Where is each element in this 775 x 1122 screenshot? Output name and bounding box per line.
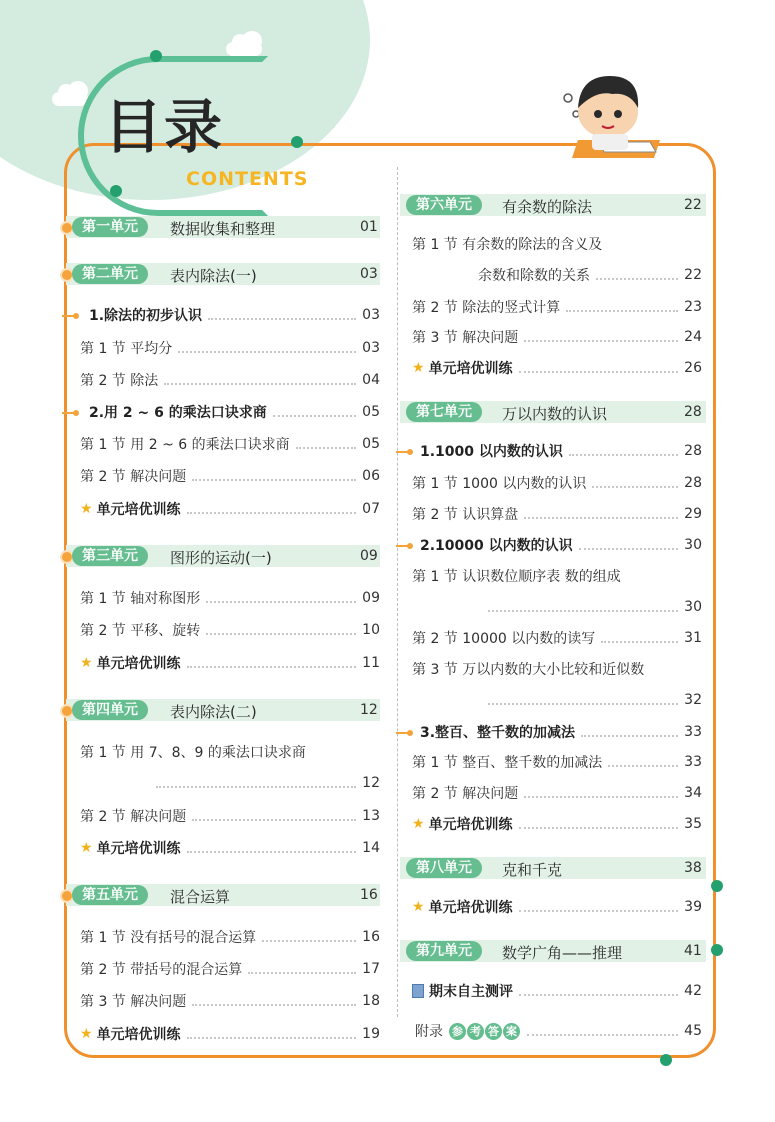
toc-entry[interactable] xyxy=(412,897,702,917)
toc-entry[interactable] xyxy=(482,690,702,710)
page-number: 28 xyxy=(684,443,702,459)
entry-label: 单元培优训练 xyxy=(96,502,181,518)
unit-badge[interactable]: 第四单元 xyxy=(72,700,148,720)
unit-badge[interactable]: 第二单元 xyxy=(72,264,148,284)
entry-label: 第 3 节 解决问题 xyxy=(412,330,519,346)
book-icon xyxy=(412,984,424,998)
unit-badge[interactable]: 第六单元 xyxy=(406,195,482,215)
answer-char: 参 xyxy=(449,1023,466,1040)
unit-title[interactable]: 克和千克 xyxy=(502,861,563,879)
unit-badge[interactable]: 第一单元 xyxy=(72,217,148,237)
unit-page: 03 xyxy=(360,266,378,282)
page-number: 04 xyxy=(362,372,380,388)
leader-dots xyxy=(519,827,679,829)
page-number: 16 xyxy=(362,929,380,945)
toc-entry[interactable] xyxy=(89,402,380,422)
entry-label: 第 2 节 解决问题 xyxy=(80,469,187,485)
page-number: 17 xyxy=(362,961,380,977)
entry-label: 单元培优训练 xyxy=(96,656,181,672)
toc-entry-line1[interactable]: 第 1 节 有余数的除法的含义及 xyxy=(412,237,603,253)
leader-dots xyxy=(581,735,678,737)
page-number: 31 xyxy=(684,630,702,646)
page-number: 33 xyxy=(684,724,702,740)
unit-title[interactable]: 有余数的除法 xyxy=(502,198,593,216)
section-marker xyxy=(396,732,410,734)
leader-dots xyxy=(262,940,356,942)
unit-badge[interactable]: 第九单元 xyxy=(406,941,482,961)
entry-label: 余数和除数的关系 xyxy=(478,268,590,284)
toc-entry-line1[interactable]: 第 1 节 用 7、8、9 的乘法口诀求商 xyxy=(80,745,306,761)
appendix-label: 附录 xyxy=(415,1024,443,1040)
toc-entry[interactable] xyxy=(80,370,380,390)
leader-dots xyxy=(208,318,356,320)
toc-entry[interactable] xyxy=(80,466,380,486)
star-icon: ★ xyxy=(412,816,425,832)
toc-entry[interactable] xyxy=(412,327,702,347)
leader-dots xyxy=(596,278,678,280)
star-icon: ★ xyxy=(80,840,93,856)
page-number: 35 xyxy=(684,816,702,832)
toc-entry-line1[interactable]: 第 1 节 认识数位顺序表 数的组成 xyxy=(412,569,621,585)
toc-entry[interactable] xyxy=(420,722,702,742)
page-number: 26 xyxy=(684,360,702,376)
green-dot xyxy=(660,1054,672,1066)
leader-dots xyxy=(524,340,678,342)
leader-dots xyxy=(608,765,678,767)
green-dot xyxy=(291,136,303,148)
star-icon: ★ xyxy=(80,1026,93,1042)
toc-entry[interactable] xyxy=(412,981,702,1001)
toc-entry[interactable] xyxy=(412,752,702,772)
section-marker xyxy=(62,412,76,414)
section-marker xyxy=(396,545,410,547)
entry-label: 单元培优训练 xyxy=(96,1027,181,1043)
leader-dots xyxy=(524,517,678,519)
page-number: 45 xyxy=(684,1023,702,1039)
page-number: 28 xyxy=(684,475,702,491)
leader-dots xyxy=(592,486,678,488)
toc-entry[interactable] xyxy=(80,588,380,608)
toc-entry[interactable] xyxy=(482,597,702,617)
green-dot xyxy=(150,50,162,62)
page-number: 33 xyxy=(684,754,702,770)
unit-page: 22 xyxy=(684,197,702,213)
entry-label: 期末自主测评 xyxy=(429,984,513,1000)
toc-entry[interactable] xyxy=(80,991,380,1011)
page-number: 06 xyxy=(362,468,380,484)
cloud-icon xyxy=(226,42,262,56)
leader-dots xyxy=(192,1004,356,1006)
unit-badge[interactable]: 第三单元 xyxy=(72,546,148,566)
entry-label: 第 1 节 整百、整千数的加减法 xyxy=(412,755,603,771)
star-icon: ★ xyxy=(80,655,93,671)
toc-entry[interactable] xyxy=(80,1024,380,1044)
leader-dots xyxy=(524,796,678,798)
page-number: 30 xyxy=(684,537,702,553)
toc-entry[interactable] xyxy=(412,297,702,317)
toc-entry[interactable] xyxy=(412,504,702,524)
unit-title[interactable]: 数学广角——推理 xyxy=(502,944,623,962)
entry-label: 第 1 节 没有括号的混合运算 xyxy=(80,930,257,946)
leader-dots xyxy=(579,548,679,550)
section-marker xyxy=(62,315,76,317)
unit-title[interactable]: 混合运算 xyxy=(170,888,231,906)
leader-dots xyxy=(601,641,678,643)
page-number: 23 xyxy=(684,299,702,315)
entry-label: 第 2 节 10000 以内数的读写 xyxy=(412,631,596,647)
toc-entry[interactable] xyxy=(80,959,380,979)
leader-dots xyxy=(296,447,357,449)
entry-label: 第 1 节 用 2 ~ 6 的乘法口诀求商 xyxy=(80,437,290,453)
leader-dots xyxy=(206,601,356,603)
entry-label: 单元培优训练 xyxy=(428,361,513,377)
page-number: 05 xyxy=(362,436,380,452)
entry-label: 第 3 节 解决问题 xyxy=(80,994,187,1010)
toc-entry[interactable] xyxy=(412,628,702,648)
toc-entry[interactable] xyxy=(150,773,380,793)
toc-entry[interactable] xyxy=(420,441,702,461)
entry-label: 3.整百、整千数的加减法 xyxy=(420,725,576,741)
toc-entry[interactable] xyxy=(80,434,380,454)
star-icon: ★ xyxy=(412,899,425,915)
toc-entry[interactable] xyxy=(80,838,380,858)
boy-mascot-icon xyxy=(560,70,670,162)
unit-badge[interactable]: 第五单元 xyxy=(72,885,148,905)
leader-dots xyxy=(488,610,678,612)
entry-label: 1.1000 以内数的认识 xyxy=(420,444,563,460)
entry-label: 2.10000 以内数的认识 xyxy=(420,538,573,554)
entry-label: 第 2 节 认识算盘 xyxy=(412,507,519,523)
entry-label: 第 1 节 平均分 xyxy=(80,341,173,357)
unit-page: 16 xyxy=(360,887,378,903)
toc-entry[interactable] xyxy=(80,499,380,519)
toc-entry[interactable] xyxy=(412,358,702,378)
toc-entry[interactable] xyxy=(478,265,702,285)
entry-label: 第 2 节 带括号的混合运算 xyxy=(80,962,243,978)
page-number: 03 xyxy=(362,307,380,323)
leader-dots xyxy=(192,479,356,481)
unit-page: 01 xyxy=(360,219,378,235)
leader-dots xyxy=(156,786,356,788)
entry-label: 单元培优训练 xyxy=(428,817,513,833)
page-number: 12 xyxy=(362,775,380,791)
leader-dots xyxy=(164,383,356,385)
unit-title[interactable]: 表内除法(二) xyxy=(170,703,257,721)
leader-dots xyxy=(566,310,678,312)
green-dot xyxy=(711,880,723,892)
toc-entry[interactable] xyxy=(80,338,380,358)
page-number: 13 xyxy=(362,808,380,824)
toc-entry[interactable] xyxy=(412,783,702,803)
toc-entry[interactable] xyxy=(80,927,380,947)
unit-page: 38 xyxy=(684,860,702,876)
unit-title[interactable]: 图形的运动(一) xyxy=(170,549,272,567)
page-number: 09 xyxy=(362,590,380,606)
unit-title[interactable]: 数据收集和整理 xyxy=(170,220,276,238)
leader-dots xyxy=(569,454,678,456)
leader-dots xyxy=(192,819,356,821)
page-number: 24 xyxy=(684,329,702,345)
page-number: 22 xyxy=(684,267,702,283)
page-number: 05 xyxy=(362,404,380,420)
answer-key-badge xyxy=(449,1023,521,1040)
leader-dots xyxy=(187,512,357,514)
toc-entry[interactable] xyxy=(80,653,380,673)
unit-title[interactable]: 万以内数的认识 xyxy=(502,405,608,423)
toc-entry[interactable] xyxy=(80,806,380,826)
entry-label: 第 2 节 平移、旋转 xyxy=(80,623,201,639)
page-number: 42 xyxy=(684,983,702,999)
toc-entry-line1[interactable]: 第 3 节 万以内数的大小比较和近似数 xyxy=(412,662,645,678)
page-number: 39 xyxy=(684,899,702,915)
page-number: 34 xyxy=(684,785,702,801)
entry-label: 第 1 节 轴对称图形 xyxy=(80,591,201,607)
page-number: 03 xyxy=(362,340,380,356)
toc-entry[interactable] xyxy=(412,814,702,834)
entry-label: 单元培优训练 xyxy=(428,900,513,916)
leader-dots xyxy=(206,633,356,635)
entry-label: 第 2 节 除法的竖式计算 xyxy=(412,300,561,316)
green-dot xyxy=(711,944,723,956)
leader-dots xyxy=(519,994,678,996)
leader-dots xyxy=(187,1037,357,1039)
page-number: 14 xyxy=(362,840,380,856)
unit-badge[interactable]: 第八单元 xyxy=(406,858,482,878)
leader-dots xyxy=(519,910,679,912)
toc-entry[interactable] xyxy=(89,305,380,325)
leader-dots xyxy=(187,851,357,853)
leader-dots xyxy=(178,351,356,353)
entry-label: 第 2 节 解决问题 xyxy=(412,786,519,802)
page-number: 29 xyxy=(684,506,702,522)
entry-label: 第 2 节 解决问题 xyxy=(80,809,187,825)
entry-label: 1.除法的初步认识 xyxy=(89,308,203,324)
column-divider xyxy=(397,167,398,1017)
toc-entry[interactable] xyxy=(80,620,380,640)
star-icon: ★ xyxy=(80,501,93,517)
leader-dots xyxy=(248,972,356,974)
entry-label: 2.用 2 ~ 6 的乘法口诀求商 xyxy=(89,405,267,421)
unit-title[interactable]: 表内除法(一) xyxy=(170,267,257,285)
entry-label: 单元培优训练 xyxy=(96,841,181,857)
page-subtitle: CONTENTS xyxy=(186,168,309,190)
star-icon: ★ xyxy=(412,360,425,376)
leader-dots xyxy=(273,415,356,417)
green-dot xyxy=(110,185,122,197)
leader-dots xyxy=(519,371,679,373)
page-number: 11 xyxy=(362,655,380,671)
page-number: 19 xyxy=(362,1026,380,1042)
page-title: 目录 xyxy=(104,93,225,161)
page-number: 07 xyxy=(362,501,380,517)
leader-dots xyxy=(527,1034,678,1036)
unit-badge[interactable]: 第七单元 xyxy=(406,402,482,422)
toc-entry[interactable] xyxy=(412,473,702,493)
toc-entry[interactable] xyxy=(420,535,702,555)
unit-page: 41 xyxy=(684,943,702,959)
unit-page: 09 xyxy=(360,548,378,564)
page-number: 30 xyxy=(684,599,702,615)
entry-label: 第 2 节 除法 xyxy=(80,373,159,389)
answer-char: 答 xyxy=(485,1023,502,1040)
answer-char: 考 xyxy=(467,1023,484,1040)
page-number: 10 xyxy=(362,622,380,638)
page-number: 32 xyxy=(684,692,702,708)
appendix-entry[interactable] xyxy=(415,1021,702,1041)
cloud-icon xyxy=(52,92,88,106)
entry-label: 第 1 节 1000 以内数的认识 xyxy=(412,476,587,492)
leader-dots xyxy=(187,666,357,668)
unit-page: 28 xyxy=(684,404,702,420)
answer-char: 案 xyxy=(503,1023,520,1040)
leader-dots xyxy=(488,703,678,705)
section-marker xyxy=(396,451,410,453)
page-number: 18 xyxy=(362,993,380,1009)
unit-page: 12 xyxy=(360,702,378,718)
